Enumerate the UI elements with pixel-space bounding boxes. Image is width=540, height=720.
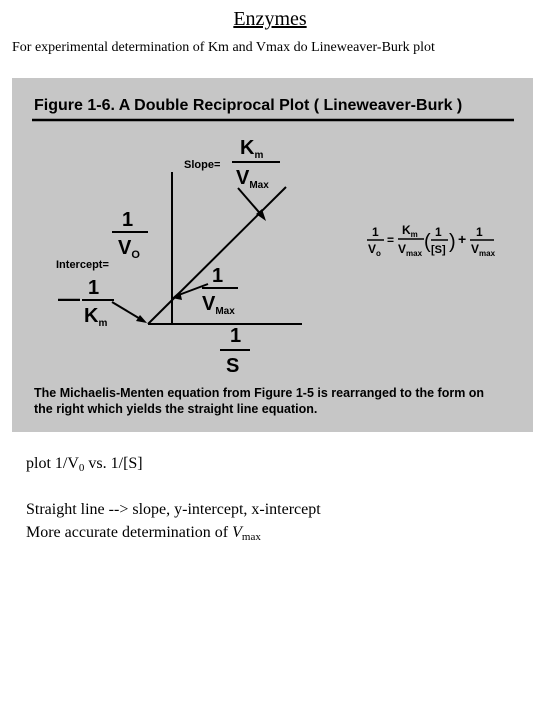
y-intercept-numerator: 1 xyxy=(212,265,224,287)
y-intercept-denominator: $V_{Max}$ xyxy=(202,293,235,317)
y-axis-denominator: $V_O$ xyxy=(118,237,140,261)
x-intercept-arrow xyxy=(112,302,142,320)
x-axis-denominator: S xyxy=(226,355,240,377)
plot-line xyxy=(148,187,286,324)
note-straight-line: Straight line --> slope, y-intercept, x-intercept xyxy=(26,501,321,518)
x-intercept-arrowhead xyxy=(136,315,147,323)
page-title: Enzymes xyxy=(233,8,307,30)
eq-vmax-term-denominator: $V_{max}$ xyxy=(471,242,496,258)
eq-right-paren: ) xyxy=(449,231,456,253)
y-axis-numerator: 1 xyxy=(122,209,134,231)
eq-vmax-denominator: $V_{max}$ xyxy=(398,242,423,258)
figure-caption: Figure 1-6. A Double Reciprocal Plot ( Lineweaver-Burk ) xyxy=(34,97,463,114)
eq-km-numerator: $K_m$ xyxy=(402,223,418,239)
figure-bottom-text-line2: the right which yields the straight line equation. xyxy=(34,402,318,416)
eq-left-paren: ( xyxy=(424,231,431,253)
eq-lhs-numerator: 1 xyxy=(372,225,379,239)
eq-s-numerator: 1 xyxy=(435,225,442,239)
x-axis-numerator: 1 xyxy=(230,325,242,347)
figure-bottom-text-line1: The Michaelis-Menten equation from Figure 1-5 is rearranged to the form on xyxy=(34,386,485,400)
slope-label: Slope= xyxy=(184,159,221,171)
note-vmax: More accurate determination of $V_{max}$ xyxy=(26,524,261,543)
note-plot: plot $1/V_0$ vs. 1/[S] xyxy=(26,455,143,474)
page-subtitle: For experimental determination of Km and Vmax do Lineweaver-Burk plot xyxy=(12,40,435,55)
slope-vmax: $V_{Max}$ xyxy=(236,167,269,191)
eq-s-denominator: [S] xyxy=(431,244,446,256)
eq-equals: = xyxy=(387,233,395,247)
notes xyxy=(26,452,321,544)
x-intercept-denominator: $K_m$ xyxy=(84,305,108,329)
eq-vmax-numerator: 1 xyxy=(476,225,483,239)
slope-km: $K_m$ xyxy=(240,137,264,161)
eq-lhs-denominator: $V_o$ xyxy=(368,242,381,258)
x-intercept-numerator: 1 xyxy=(88,277,100,299)
lineweaver-burk-equation xyxy=(367,223,496,258)
eq-plus: + xyxy=(458,231,467,247)
intercept-label: Intercept= xyxy=(56,259,109,271)
x-intercept-minus: — xyxy=(58,286,80,311)
lineweaver-burk-diagram xyxy=(12,78,533,432)
lineweaver-burk-figure xyxy=(12,78,533,432)
